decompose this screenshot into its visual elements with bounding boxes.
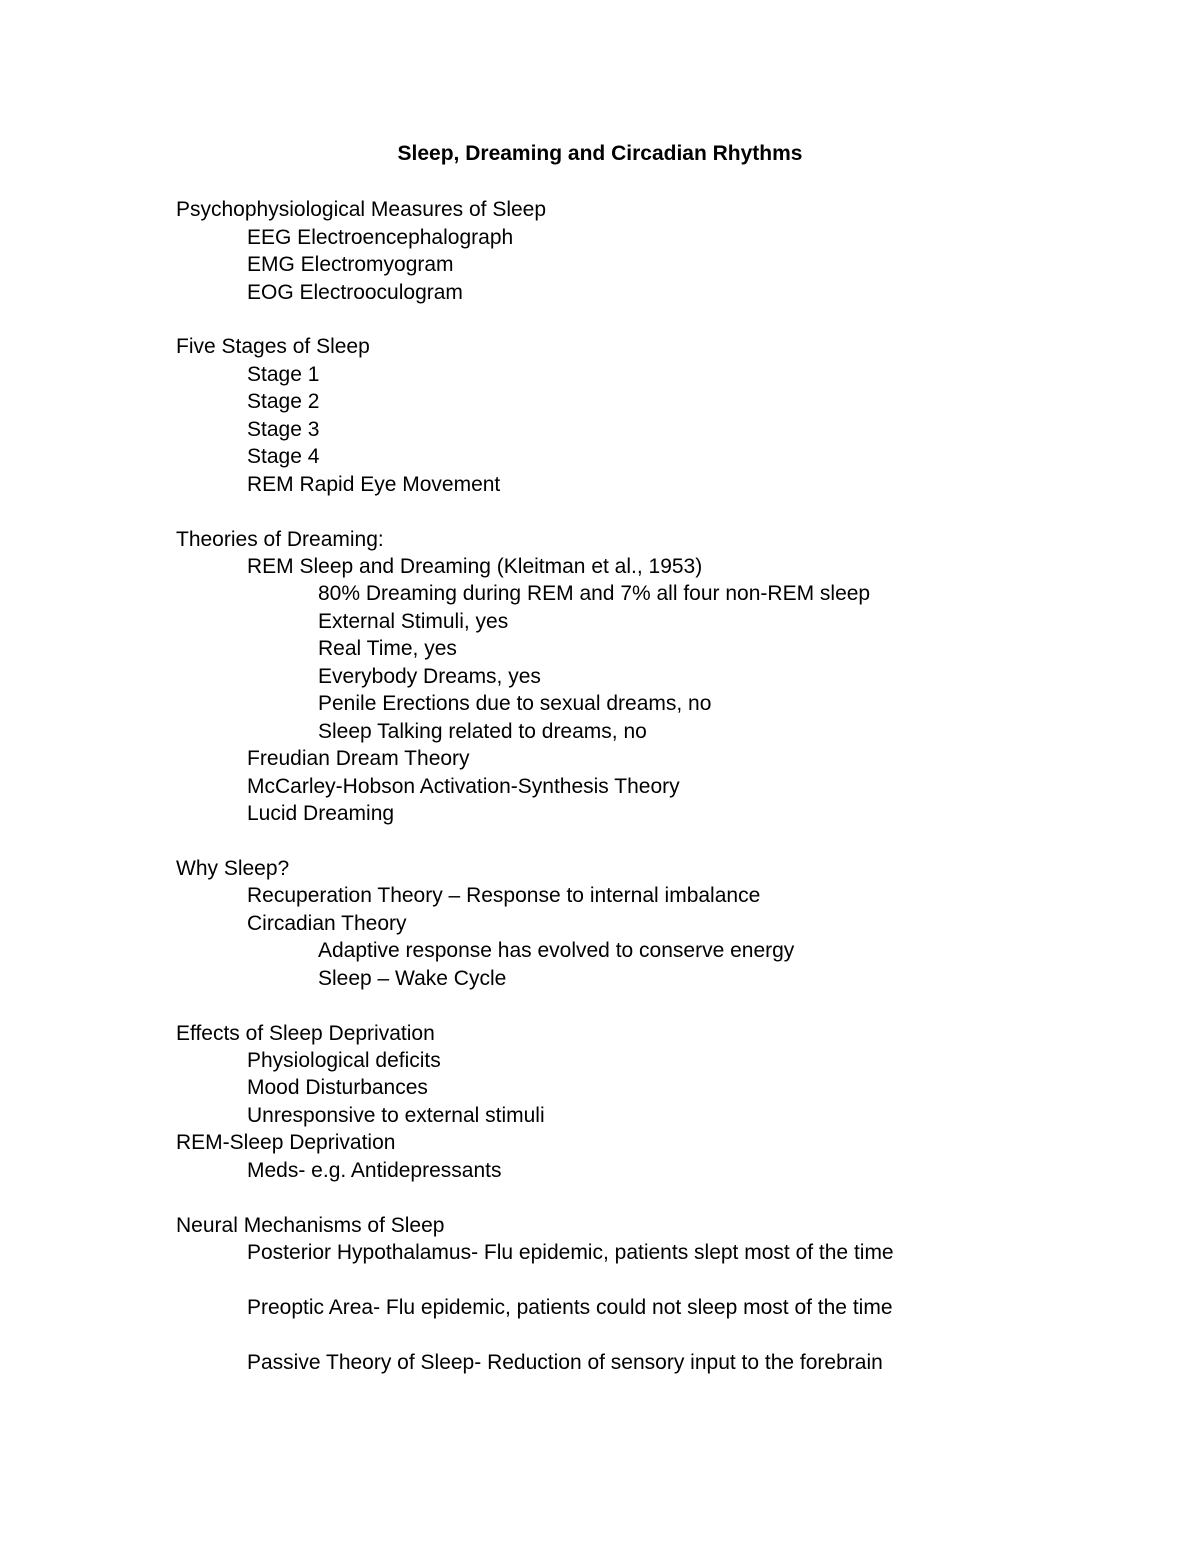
- item-mood: Mood Disturbances: [247, 1076, 428, 1099]
- item-rem: REM Rapid Eye Movement: [247, 473, 501, 496]
- subitem-sleep-talking: Sleep Talking related to dreams, no: [318, 720, 647, 743]
- item-recuperation: Recuperation Theory – Response to internal imbalance: [247, 884, 761, 907]
- subitem-adaptive: Adaptive response has evolved to conserve energy: [318, 939, 795, 962]
- subitem-penile-erections: Penile Erections due to sexual dreams, no: [318, 692, 712, 715]
- item-rem-dreaming: REM Sleep and Dreaming (Kleitman et al., 1953): [247, 555, 703, 578]
- subitem-everybody-dreams: Everybody Dreams, yes: [318, 665, 541, 688]
- document-title: Sleep, Dreaming and Circadian Rhythms: [397, 142, 803, 165]
- item-emg: EMG Electromyogram: [247, 253, 454, 276]
- item-freudian: Freudian Dream Theory: [247, 747, 470, 770]
- item-eog: EOG Electrooculogram: [247, 281, 463, 304]
- item-passive-theory: Passive Theory of Sleep- Reduction of sensory input to the forebrain: [247, 1351, 883, 1374]
- subitem-external-stimuli: External Stimuli, yes: [318, 610, 509, 633]
- item-stage-4: Stage 4: [247, 445, 320, 468]
- heading-rem-deprivation: REM-Sleep Deprivation: [176, 1131, 396, 1154]
- subitem-real-time: Real Time, yes: [318, 637, 457, 660]
- item-preoptic-area: Preoptic Area- Flu epidemic, patients could not sleep most of the time: [247, 1296, 893, 1319]
- heading-measures: Psychophysiological Measures of Sleep: [176, 198, 547, 221]
- heading-deprivation: Effects of Sleep Deprivation: [176, 1022, 435, 1045]
- item-physiological: Physiological deficits: [247, 1049, 441, 1072]
- item-unresponsive: Unresponsive to external stimuli: [247, 1104, 545, 1127]
- heading-stages: Five Stages of Sleep: [176, 335, 370, 358]
- item-stage-3: Stage 3: [247, 418, 320, 441]
- item-stage-1: Stage 1: [247, 363, 320, 386]
- item-circadian: Circadian Theory: [247, 912, 407, 935]
- subitem-sleep-wake: Sleep – Wake Cycle: [318, 967, 507, 990]
- heading-why-sleep: Why Sleep?: [176, 857, 290, 880]
- heading-neural: Neural Mechanisms of Sleep: [176, 1214, 445, 1237]
- item-eeg: EEG Electroencephalograph: [247, 226, 514, 249]
- item-activation-synthesis: McCarley-Hobson Activation-Synthesis Theory: [247, 775, 680, 798]
- item-meds: Meds- e.g. Antidepressants: [247, 1159, 502, 1182]
- item-posterior-hypothalamus: Posterior Hypothalamus- Flu epidemic, patients slept most of the time: [247, 1241, 894, 1264]
- subitem-80-percent: 80% Dreaming during REM and 7% all four non-REM sleep: [318, 582, 871, 605]
- item-stage-2: Stage 2: [247, 390, 320, 413]
- heading-dreaming: Theories of Dreaming:: [176, 528, 384, 551]
- item-lucid-dreaming: Lucid Dreaming: [247, 802, 395, 825]
